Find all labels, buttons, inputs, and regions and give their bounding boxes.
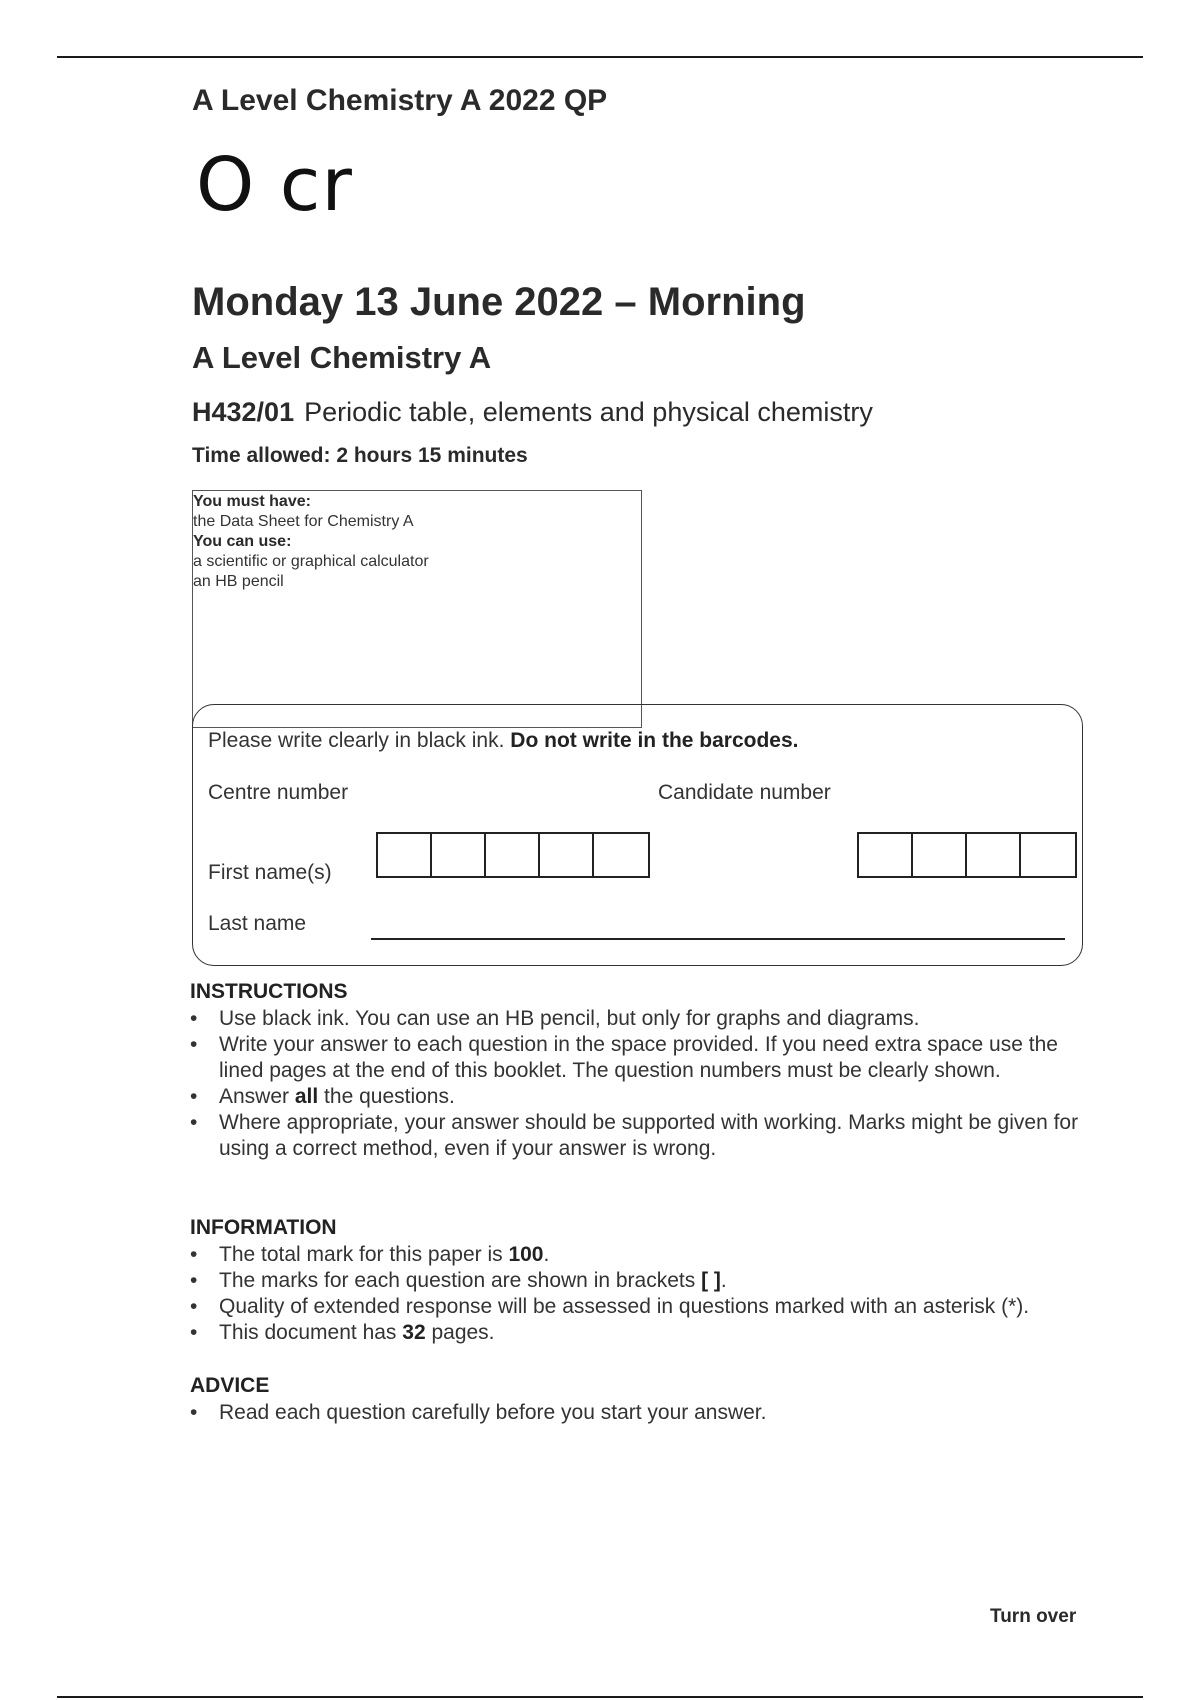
turn-over-label: Turn over xyxy=(990,1606,1077,1627)
must-have-heading: You must have: xyxy=(193,493,311,510)
candidate-number-cell[interactable] xyxy=(1021,834,1075,876)
ink-instruction: Please write clearly in black ink. Do not write in the barcodes. xyxy=(208,729,799,752)
candidate-details-box xyxy=(192,704,1083,966)
top-rule xyxy=(57,56,1143,58)
centre-number-cell[interactable] xyxy=(378,834,432,876)
candidate-number-label: Candidate number xyxy=(658,781,831,804)
paper-code: H432/01 xyxy=(192,397,295,427)
candidate-number-cell[interactable] xyxy=(913,834,967,876)
list-item: • The marks for each question are shown in brackets [ ]. xyxy=(190,1268,1090,1294)
list-item: • Quality of extended response will be assessed in questions marked with an asterisk (*). xyxy=(190,1294,1090,1320)
requirements-box xyxy=(192,490,642,728)
bottom-rule xyxy=(57,1696,1143,1698)
list-item: • Write your answer to each question in the space provided. If you need extra space use the lined pages at the end of this booklet. The question numbers must be clearly shown. xyxy=(190,1032,1090,1084)
paper-title: Periodic table, elements and physical chemistry xyxy=(304,397,873,427)
information-heading: INFORMATION xyxy=(190,1216,337,1239)
last-name-label: Last name xyxy=(208,912,307,935)
advice-heading: ADVICE xyxy=(190,1374,270,1397)
document-title: A Level Chemistry A 2022 QP xyxy=(192,84,608,117)
last-name-line[interactable] xyxy=(371,938,1065,940)
ocr-logo: O cr xyxy=(196,142,353,228)
candidate-number-cell[interactable] xyxy=(967,834,1021,876)
paper-code-title xyxy=(192,397,873,428)
centre-number-cell[interactable] xyxy=(594,834,648,876)
list-item: • Answer all the questions. xyxy=(190,1084,1090,1110)
must-have-item: the Data Sheet for Chemistry A xyxy=(193,513,414,530)
centre-number-cell[interactable] xyxy=(432,834,486,876)
instructions-heading: INSTRUCTIONS xyxy=(190,980,348,1003)
information-section xyxy=(190,1216,1090,1346)
centre-number-cell[interactable] xyxy=(540,834,594,876)
first-name-label: First name(s) xyxy=(208,861,332,884)
centre-number-label: Centre number xyxy=(208,781,349,804)
centre-number-cell[interactable] xyxy=(486,834,540,876)
list-item: • This document has 32 pages. xyxy=(190,1320,1090,1346)
exam-date-session: Monday 13 June 2022 – Morning xyxy=(192,280,806,324)
can-use-heading: You can use: xyxy=(193,533,292,550)
time-allowed: Time allowed: 2 hours 15 minutes xyxy=(192,444,528,467)
can-use-item: an HB pencil xyxy=(193,573,284,590)
list-item: • Read each question carefully before you start your answer. xyxy=(190,1400,1090,1426)
list-item: • The total mark for this paper is 100. xyxy=(190,1242,1090,1268)
centre-number-grid xyxy=(376,832,650,878)
candidate-number-grid xyxy=(857,832,1077,878)
instructions-section xyxy=(190,980,1090,1162)
can-use-item: a scientific or graphical calculator xyxy=(193,553,429,570)
list-item: • Use black ink. You can use an HB pencil, but only for graphs and diagrams. xyxy=(190,1006,1090,1032)
list-item: • Where appropriate, your answer should be supported with working. Marks might be given for using a correct method, even if your answer is wrong. xyxy=(190,1110,1090,1162)
advice-section xyxy=(190,1374,1090,1426)
exam-subject: A Level Chemistry A xyxy=(192,340,492,375)
candidate-number-cell[interactable] xyxy=(859,834,913,876)
